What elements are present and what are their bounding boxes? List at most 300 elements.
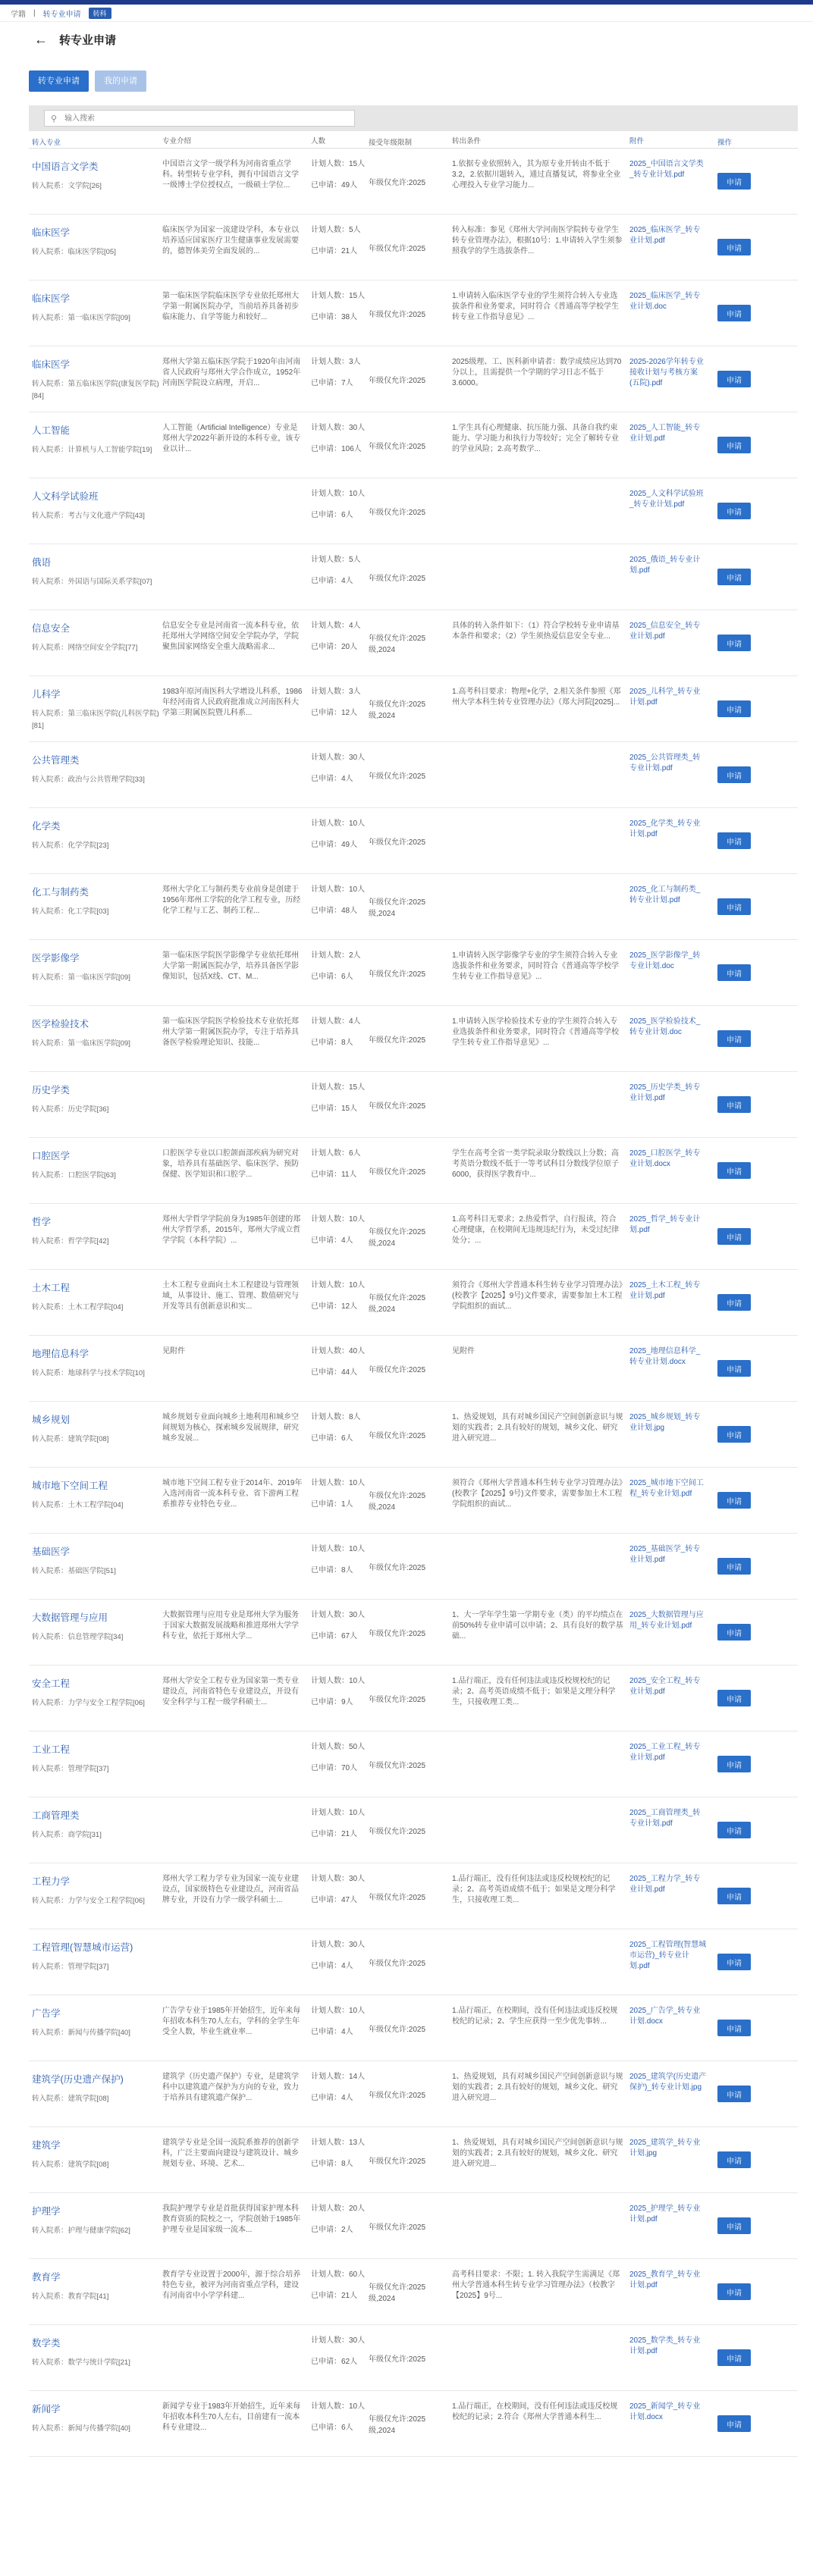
apply-button[interactable]: 申请 xyxy=(717,2020,751,2036)
attachment-cell xyxy=(629,215,713,280)
majors-table xyxy=(29,136,798,2457)
target-college: 转入院系：力学与安全工程学院[06] xyxy=(32,1699,145,1707)
apply-button[interactable]: 申请 xyxy=(717,1690,751,1706)
attachment-link[interactable]: 2025_信息安全_转专业计划.pdf xyxy=(629,622,701,641)
apply-button[interactable]: 申请 xyxy=(717,1426,751,1443)
target-college: 转入院系：建筑学院[08] xyxy=(32,2095,109,2103)
target-college: 转入院系：基础医学院[51] xyxy=(32,1567,116,1575)
attachment-link[interactable]: 2025_工业工程_转专业计划.pdf xyxy=(629,1743,701,1762)
table-row xyxy=(29,2193,798,2259)
back-arrow-icon[interactable]: ← xyxy=(34,31,48,47)
action-cell xyxy=(713,1797,798,1863)
apply-button[interactable]: 申请 xyxy=(717,1294,751,1311)
planned-quota: 计划人数：30人 xyxy=(311,424,366,432)
table-row xyxy=(29,1863,798,1929)
apply-button[interactable]: 申请 xyxy=(717,1228,751,1245)
apply-button[interactable]: 申请 xyxy=(717,437,751,453)
grade-limit: 年级仅允许:2025级,2024 xyxy=(369,1492,426,1512)
target-college: 转入院系：哲学学院[42] xyxy=(32,1237,109,1246)
major-intro: 城乡规划专业面向城乡土地利用和城乡空间规划为核心，探索城乡发展规律，研究城乡发展... xyxy=(162,1413,299,1443)
major-intro: 大数据管理与应用专业是郑州大学为服务于国家大数据发展战略和推进郑州大学学科专业，依托于郑州大学... xyxy=(162,1611,299,1641)
major-intro: 信息安全专业是河南省一流本科专业，依托郑州大学网络空间安全学院办学，学院聚焦国家网络安全重大战略需求... xyxy=(162,622,299,651)
target-college: 转入院系：管理学院[37] xyxy=(32,1963,109,1971)
grade-limit: 年级仅允许:2025 xyxy=(369,310,426,319)
major-cell xyxy=(29,2127,162,2192)
attachment-cell xyxy=(629,874,713,939)
apply-button[interactable]: 申请 xyxy=(717,2283,751,2300)
search-box[interactable] xyxy=(44,110,355,127)
planned-quota: 计划人数：60人 xyxy=(311,2270,366,2279)
apply-button[interactable]: 申请 xyxy=(717,2415,751,2432)
major-cell xyxy=(29,1468,162,1533)
attachment-cell xyxy=(629,1534,713,1599)
target-college: 转入院系：口腔医学院[63] xyxy=(32,1171,116,1180)
major-name-link[interactable]: 大数据管理与应用 xyxy=(32,1612,108,1623)
apply-button[interactable]: 申请 xyxy=(717,173,751,190)
attachment-link[interactable]: 2025_工程管理(智慧城市运营)_转专业计划.pdf xyxy=(629,1941,707,1970)
attachment-link[interactable]: 2025_工商管理类_转专业计划.pdf xyxy=(629,1809,701,1828)
transfer-conditions: 须符合《郑州大学普通本科生转专业学习管理办法》(校教字【2025】9号)文件要求，需要参加土木工程学院组织的面试... xyxy=(452,1479,623,1509)
major-name-link[interactable]: 地理信息科学 xyxy=(32,1349,89,1359)
attachment-link[interactable]: 2025_儿科学_转专业计划.pdf xyxy=(629,688,701,707)
transfer-conditions: 见附件 xyxy=(452,1347,475,1355)
attachment-link[interactable]: 2025_新闻学_转专业计划.docx xyxy=(629,2402,701,2421)
target-college: 转入院系：新闻与传播学院[40] xyxy=(32,2424,130,2433)
apply-button[interactable]: 申请 xyxy=(717,700,751,717)
major-cell xyxy=(29,478,162,544)
tab-my-applications[interactable]: 我的申请 xyxy=(95,71,146,92)
transfer-conditions: 1、热爱规划，具有对城乡国民产空间创新意识与规划的实践者；2.具有较好的规划，城乡文化、研究进入研究进... xyxy=(452,2073,623,2102)
action-cell xyxy=(713,2127,798,2192)
apply-button[interactable]: 申请 xyxy=(717,569,751,585)
major-intro xyxy=(162,1731,311,1797)
attachment-cell xyxy=(629,610,713,675)
action-cell xyxy=(713,940,798,1005)
major-name-link[interactable]: 土木工程 xyxy=(32,1283,71,1293)
apply-button[interactable]: 申请 xyxy=(717,1558,751,1575)
applied-count: 已申请：12人 xyxy=(311,1302,358,1311)
action-cell xyxy=(713,478,798,544)
planned-quota: 计划人数：3人 xyxy=(311,688,361,696)
table-row xyxy=(29,1336,798,1402)
major-name-link[interactable]: 医学检验技术 xyxy=(32,1019,89,1029)
major-name-link[interactable]: 新闻学 xyxy=(32,2404,61,2415)
attachment-link[interactable]: 2025_临床医学_转专业计划.doc xyxy=(629,292,701,311)
attachment-link[interactable]: 2025_数学类_转专业计划.pdf xyxy=(629,2336,701,2355)
applied-count: 已申请：4人 xyxy=(311,1962,353,1970)
major-cell xyxy=(29,1204,162,1269)
major-name-link[interactable]: 教育学 xyxy=(32,2272,61,2283)
action-cell xyxy=(713,2061,798,2126)
tab-transfer-apply[interactable]: 转专业申请 xyxy=(29,71,89,92)
transfer-conditions: 2025级理、工、医科新申请者：数学成绩应达到70分以上，且需提供一个学期的学习日志不低于3.6000。 xyxy=(452,358,622,387)
major-name-link[interactable]: 临床医学 xyxy=(32,227,71,238)
target-college: 转入院系：数学与统计学院[21] xyxy=(32,2358,130,2367)
quota-cell xyxy=(311,1534,369,1599)
major-name-link[interactable]: 工业工程 xyxy=(32,1744,71,1755)
applied-count: 已申请：38人 xyxy=(311,313,358,321)
table-row xyxy=(29,1204,798,1270)
apply-button[interactable]: 申请 xyxy=(717,1822,751,1838)
apply-button[interactable]: 申请 xyxy=(717,1360,751,1377)
transfer-conditions xyxy=(452,742,629,807)
table-row xyxy=(29,1072,798,1138)
major-name-link[interactable]: 哲学 xyxy=(32,1217,52,1227)
breadcrumb-sep: | xyxy=(33,8,36,17)
attachment-cell xyxy=(629,808,713,873)
grade-limit: 年级仅允许:2025 xyxy=(369,2223,426,2232)
apply-button[interactable]: 申请 xyxy=(717,1162,751,1179)
major-name-link[interactable]: 工商管理类 xyxy=(32,1810,80,1821)
action-cell xyxy=(713,2391,798,2456)
col-header-quota: 人数 xyxy=(311,137,326,146)
quota-cell xyxy=(311,1863,369,1929)
applied-count: 已申请：4人 xyxy=(311,577,353,585)
action-cell xyxy=(713,346,798,412)
attachment-link[interactable]: 2025_中国语言文学类_转专业计划.pdf xyxy=(629,160,704,179)
target-college: 转入院系：土木工程学院[04] xyxy=(32,1303,124,1312)
apply-button[interactable]: 申请 xyxy=(717,766,751,783)
applied-count: 已申请：70人 xyxy=(311,1764,358,1772)
col-header-major: 转入专业 xyxy=(32,139,61,147)
target-college: 转入院系：临床医学院[05] xyxy=(32,248,116,256)
major-intro: 土木工程专业面向土木工程建设与管理领域，从事设计、施工、管理、数值研究与开发等具有创新意识和实... xyxy=(162,1281,299,1311)
apply-button[interactable]: 申请 xyxy=(717,2151,751,2168)
table-row xyxy=(29,2391,798,2457)
apply-button[interactable]: 申请 xyxy=(717,2217,751,2234)
major-name-link[interactable]: 临床医学 xyxy=(32,359,71,370)
attachment-link[interactable]: 2025_俄语_转专业计划.pdf xyxy=(629,556,701,575)
planned-quota: 计划人数：10人 xyxy=(311,490,366,498)
tab-bar xyxy=(0,57,813,93)
quota-cell xyxy=(311,412,369,478)
search-input[interactable] xyxy=(63,114,324,124)
attachment-cell xyxy=(629,1402,713,1467)
apply-button[interactable]: 申请 xyxy=(717,1492,751,1509)
attachment-link[interactable]: 2025_建筑学_转专业计划.jpg xyxy=(629,2139,701,2158)
major-intro: 中国语言文学一级学科为河南省重点学科。转型转专业学科，拥有中国语言文学一级博士学位授权点，一级硕士学位... xyxy=(162,160,299,190)
action-cell xyxy=(713,1336,798,1401)
major-intro: 我院护理学专业是首批获得国家护理本科教育资质的院校之一，学院创始于1985年护理专业是国家级一流本... xyxy=(162,2205,301,2234)
col-header-condition: 转出条件 xyxy=(452,137,482,146)
quota-cell xyxy=(311,1006,369,1071)
major-name-link[interactable]: 历史学类 xyxy=(32,1085,71,1095)
applied-count: 已申请：8人 xyxy=(311,1039,353,1047)
grade-limit: 年级仅允许:2025 xyxy=(369,2157,426,2166)
apply-button[interactable]: 申请 xyxy=(717,1624,751,1641)
planned-quota: 计划人数：15人 xyxy=(311,1083,366,1092)
quota-cell xyxy=(311,1468,369,1533)
quota-cell xyxy=(311,1600,369,1665)
quota-cell xyxy=(311,1072,369,1137)
apply-button[interactable]: 申请 xyxy=(717,1888,751,1904)
target-college: 转入院系：化工学院[03] xyxy=(32,907,109,916)
major-name-link[interactable]: 城乡规划 xyxy=(32,1415,71,1425)
attachment-link[interactable]: 2025_土木工程_转专业计划.pdf xyxy=(629,1281,701,1300)
major-name-link[interactable]: 人文科学试验班 xyxy=(32,491,99,502)
quota-cell xyxy=(311,2391,369,2456)
quota-cell xyxy=(311,544,369,610)
apply-button[interactable]: 申请 xyxy=(717,371,751,387)
col-header-action: 操作 xyxy=(717,139,733,147)
major-name-link[interactable]: 安全工程 xyxy=(32,1678,71,1689)
page-header xyxy=(0,22,813,57)
major-name-link[interactable]: 医学影像学 xyxy=(32,953,80,964)
table-row xyxy=(29,940,798,1006)
attachment-link[interactable]: 2025_城市地下空间工程_转专业计划.pdf xyxy=(629,1479,704,1498)
action-cell xyxy=(713,808,798,873)
attachment-link[interactable]: 2025_临床医学_转专业计划.pdf xyxy=(629,226,701,245)
target-college: 转入院系：计算机与人工智能学院[19] xyxy=(32,446,152,454)
major-name-link[interactable]: 广告学 xyxy=(32,2008,61,2019)
major-name-link[interactable]: 化工与制药类 xyxy=(32,887,89,898)
major-name-link[interactable]: 工程力学 xyxy=(32,1876,71,1887)
major-name-link[interactable]: 建筑学(历史遗产保护) xyxy=(32,2074,124,2085)
major-name-link[interactable]: 数学类 xyxy=(32,2338,61,2349)
attachment-link[interactable]: 2025_教育学_转专业计划.pdf xyxy=(629,2270,701,2289)
breadcrumb-parent[interactable]: 转专业申请 xyxy=(42,10,81,19)
apply-button[interactable]: 申请 xyxy=(717,239,751,255)
attachment-link[interactable]: 2025_大数据管理与应用_转专业计划.pdf xyxy=(629,1611,704,1630)
grade-limit: 年级仅允许:2025 xyxy=(369,376,426,385)
major-cell xyxy=(29,742,162,807)
applied-count: 已申请：6人 xyxy=(311,2424,353,2432)
major-name-link[interactable]: 建筑学 xyxy=(32,2140,61,2151)
transfer-conditions: 须符合《郑州大学普通本科生转专业学习管理办法》(校教字【2025】9号)文件要求，需要参加土木工程学院组织的面试... xyxy=(452,1281,623,1311)
transfer-conditions xyxy=(452,1534,629,1599)
quota-cell xyxy=(311,2127,369,2192)
apply-button[interactable]: 申请 xyxy=(717,503,751,519)
major-name-link[interactable]: 护理学 xyxy=(32,2206,61,2217)
applied-count: 已申请：44人 xyxy=(311,1368,358,1377)
table-row xyxy=(29,874,798,940)
apply-button[interactable]: 申请 xyxy=(717,1756,751,1772)
quota-cell xyxy=(311,1138,369,1203)
attachment-link[interactable]: 2025_医学影像学_转专业计划.doc xyxy=(629,951,701,970)
major-name-link[interactable]: 俄语 xyxy=(32,557,52,568)
action-cell xyxy=(713,215,798,280)
table-row xyxy=(29,610,798,676)
attachment-link[interactable]: 2025_人文科学试验班_转专业计划.pdf xyxy=(629,490,704,509)
table-row xyxy=(29,280,798,346)
planned-quota: 计划人数：15人 xyxy=(311,160,366,168)
applied-count: 已申请：12人 xyxy=(311,709,358,717)
attachment-link[interactable]: 2025_城乡规划_转专业计划.jpg xyxy=(629,1413,701,1432)
grade-limit: 年级仅允许:2025 xyxy=(369,1167,426,1177)
major-cell xyxy=(29,2193,162,2258)
quota-cell xyxy=(311,874,369,939)
major-name-link[interactable]: 中国语言文学类 xyxy=(32,161,99,172)
transfer-conditions: 1.申请转入医学检验技术专业的学生须符合转入专业选拔条件和业务要求，同时符合《普通高等学校学生转专业工作指导意见》... xyxy=(452,1017,619,1047)
planned-quota: 计划人数：2人 xyxy=(311,951,361,960)
planned-quota: 计划人数：3人 xyxy=(311,358,361,366)
apply-button[interactable]: 申请 xyxy=(717,1096,751,1113)
transfer-conditions xyxy=(452,478,629,544)
major-cell xyxy=(29,1072,162,1137)
major-name-link[interactable]: 信息安全 xyxy=(32,623,71,634)
grade-limit: 年级仅允许:2025 xyxy=(369,838,426,847)
target-college: 转入院系：教育学院[41] xyxy=(32,2292,109,2301)
major-intro: 见附件 xyxy=(162,1347,185,1355)
apply-button[interactable]: 申请 xyxy=(717,2349,751,2366)
target-college: 转入院系：管理学院[37] xyxy=(32,1765,109,1773)
grade-limit: 年级仅允许:2025 xyxy=(369,2025,426,2034)
quota-cell xyxy=(311,1666,369,1731)
applied-count: 已申请：49人 xyxy=(311,181,358,190)
table-body xyxy=(29,149,798,2457)
attachment-cell xyxy=(629,1863,713,1929)
major-name-link[interactable]: 儿科学 xyxy=(32,689,61,700)
table-row xyxy=(29,1270,798,1336)
target-college: 转入院系：第三临床医学院(儿科医学院)[81] xyxy=(32,710,159,730)
action-cell xyxy=(713,149,798,214)
apply-button[interactable]: 申请 xyxy=(717,898,751,915)
major-name-link[interactable]: 口腔医学 xyxy=(32,1151,71,1161)
attachment-link[interactable]: 2025-2026学年转专业接收计划与考核方案(五院).pdf xyxy=(629,358,704,387)
major-intro xyxy=(162,1929,311,1995)
transfer-conditions: 1、热爱规划，具有对城乡国民产空间创新意识与规划的实践者；2.具有较好的规划，城乡文化、研究进入研究进... xyxy=(452,1413,623,1443)
major-cell xyxy=(29,940,162,1005)
apply-button[interactable]: 申请 xyxy=(717,2086,751,2102)
major-intro: 人工智能（Artificial Intelligence）专业是郑州大学2022年新开设的本科专业，该专业以计... xyxy=(162,424,301,453)
major-intro: 郑州大学第五临床医学院于1920年由河南省人民政府与郑州大学合作成立，1952年河南医学院设立病理，开启... xyxy=(162,358,301,387)
attachment-link[interactable]: 2025_人工智能_转专业计划.pdf xyxy=(629,424,701,443)
attachment-link[interactable]: 2025_广告学_转专业计划.docx xyxy=(629,2007,701,2026)
table-row xyxy=(29,1468,798,1534)
major-intro: 建筑学专业是全国一流院系推荐的创新学科，广泛主要面向建设与建筑设计、城乡规划专业、环境、艺术... xyxy=(162,2139,299,2168)
planned-quota: 计划人数：14人 xyxy=(311,2073,366,2081)
attachment-link[interactable]: 2025_基础医学_转专业计划.pdf xyxy=(629,1545,701,1564)
major-intro xyxy=(162,1797,311,1863)
transfer-conditions: 1.品行端正，在校期间，没有任何违法或违反校规校纪的记录；2.符合《郑州大学普通本科生... xyxy=(452,2402,618,2421)
grade-limit: 年级仅允许:2025 xyxy=(369,970,426,979)
apply-button[interactable]: 申请 xyxy=(717,1954,751,1970)
major-cell xyxy=(29,676,162,741)
action-cell xyxy=(713,1006,798,1071)
major-cell xyxy=(29,149,162,214)
major-name-link[interactable]: 临床医学 xyxy=(32,293,71,304)
apply-button[interactable]: 申请 xyxy=(717,1030,751,1047)
table-row xyxy=(29,412,798,478)
apply-button[interactable]: 申请 xyxy=(717,635,751,651)
action-cell xyxy=(713,2193,798,2258)
major-name-link[interactable]: 工程管理(智慧城市运营) xyxy=(32,1942,133,1953)
major-name-link[interactable]: 公共管理类 xyxy=(32,755,80,766)
planned-quota: 计划人数：30人 xyxy=(311,1941,366,1949)
table-header xyxy=(29,136,798,149)
target-college: 转入院系：第一临床医学院[09] xyxy=(32,973,130,982)
attachment-link[interactable]: 2025_建筑学(历史遗产保护)_转专业计划.jpg xyxy=(629,2073,707,2092)
major-intro: 临床医学为国家一流建设学科，本专业以培养适应国家医疗卫生健康事业发展需要的，德智体美劳全面发展的... xyxy=(162,226,299,255)
major-cell xyxy=(29,1402,162,1467)
attachment-link[interactable]: 2025_化学类_转专业计划.pdf xyxy=(629,819,701,838)
table-row xyxy=(29,1006,798,1072)
transfer-conditions: 高考科目要求：不限；1. 转入我院学生需满足《郑州大学普通本科生转专业学习管理办法》（校教字【2025】9号... xyxy=(452,2270,620,2300)
target-college: 转入院系：外国语与国际关系学院[07] xyxy=(32,578,152,586)
grade-limit: 年级仅允许:2025级,2024 xyxy=(369,1294,426,1314)
applied-count: 已申请：2人 xyxy=(311,2226,353,2234)
breadcrumb-home[interactable]: 学籍 xyxy=(11,10,26,19)
transfer-conditions: 1.申请转入医学影像学专业的学生须符合转入专业选拔条件和业务要求，同时符合《普通高等学校学生转专业工作指导意见》... xyxy=(452,951,619,981)
major-name-link[interactable]: 人工智能 xyxy=(32,425,71,436)
attachment-cell xyxy=(629,412,713,478)
transfer-conditions xyxy=(452,1072,629,1137)
major-cell xyxy=(29,874,162,939)
major-cell xyxy=(29,215,162,280)
applied-count: 已申请：49人 xyxy=(311,841,358,849)
attachment-cell xyxy=(629,1006,713,1071)
transfer-conditions: 1.高考科目要求：物理+化学，2.相关条件参照《郑州大学本科生转专业管理办法》（郑大河院[2025]... xyxy=(452,688,621,707)
apply-button[interactable]: 申请 xyxy=(717,305,751,321)
grade-limit: 年级仅允许:2025 xyxy=(369,1695,426,1704)
major-cell xyxy=(29,2259,162,2324)
target-college: 转入院系：第一临床医学院[09] xyxy=(32,1039,130,1048)
apply-button[interactable]: 申请 xyxy=(717,964,751,981)
major-intro: 广告学专业于1985年开始招生，近年来每年招收本科生70人左右，学科的全学生年受全人数，毕业生就业率... xyxy=(162,2007,301,2036)
table-row xyxy=(29,1797,798,1863)
attachment-link[interactable]: 2025_历史学类_转专业计划.pdf xyxy=(629,1083,701,1102)
search-bar xyxy=(29,105,798,131)
quota-cell xyxy=(311,1336,369,1401)
attachment-cell xyxy=(629,1797,713,1863)
apply-button[interactable]: 申请 xyxy=(717,832,751,849)
attachment-cell xyxy=(629,149,713,214)
target-college: 转入院系：第一临床医学院[09] xyxy=(32,314,130,322)
quota-cell xyxy=(311,940,369,1005)
action-cell xyxy=(713,874,798,939)
table-row xyxy=(29,1995,798,2061)
attachment-link[interactable]: 2025_化工与制药类_转专业计划.pdf xyxy=(629,885,701,904)
major-intro: 新闻学专业于1983年开始招生，近年来每年招收本科生70人左右，目前建有一流本科专业建设... xyxy=(162,2402,301,2432)
table-row xyxy=(29,1929,798,1995)
applied-count: 已申请：21人 xyxy=(311,2292,358,2300)
quota-cell xyxy=(311,676,369,741)
applied-count: 已申请：6人 xyxy=(311,973,353,981)
action-cell xyxy=(713,676,798,741)
attachment-link[interactable]: 2025_地理信息科学_转专业计划.docx xyxy=(629,1347,701,1366)
target-college: 转入院系：商学院[31] xyxy=(32,1831,102,1839)
table-row xyxy=(29,2325,798,2391)
attachment-link[interactable]: 2025_哲学_转专业计划.pdf xyxy=(629,1215,701,1234)
transfer-conditions: 1.学生具有心理健康、抗压能力强、具备自我约束能力、学习能力和执行力等较好；完全了解转专业的学业风险；2.高考数学... xyxy=(452,424,619,453)
target-college: 转入院系：新闻与传播学院[40] xyxy=(32,2029,130,2037)
attachment-link[interactable]: 2025_工程力学_转专业计划.pdf xyxy=(629,1875,701,1894)
attachment-link[interactable]: 2025_医学检验技术_转专业计划.doc xyxy=(629,1017,701,1036)
applied-count: 已申请：4人 xyxy=(311,2094,353,2102)
attachment-cell xyxy=(629,2325,713,2390)
page-title: 转专业申请 xyxy=(59,33,117,47)
transfer-conditions: 学生在高考全省一类学院录取分数线以上分数；高考英语分数线不低于一等考试科目分数线学位原子6000，获得医学教育中... xyxy=(452,1149,619,1179)
attachment-link[interactable]: 2025_安全工程_转专业计划.pdf xyxy=(629,1677,701,1696)
attachment-link[interactable]: 2025_公共管理类_转专业计划.pdf xyxy=(629,754,701,772)
attachment-cell xyxy=(629,1204,713,1269)
major-name-link[interactable]: 化学类 xyxy=(32,821,61,832)
attachment-link[interactable]: 2025_口腔医学_转专业计划.docx xyxy=(629,1149,701,1168)
col-header-intro: 专业介绍 xyxy=(162,137,192,146)
planned-quota: 计划人数：50人 xyxy=(311,1743,366,1751)
breadcrumb xyxy=(0,5,813,22)
major-name-link[interactable]: 基础医学 xyxy=(32,1547,71,1557)
grade-limit: 年级仅允许:2025 xyxy=(369,1365,426,1374)
attachment-cell xyxy=(629,2193,713,2258)
planned-quota: 计划人数：30人 xyxy=(311,1875,366,1883)
attachment-link[interactable]: 2025_护理学_转专业计划.pdf xyxy=(629,2205,701,2223)
major-name-link[interactable]: 城市地下空间工程 xyxy=(32,1481,108,1491)
action-cell xyxy=(713,1204,798,1269)
attachment-cell xyxy=(629,1929,713,1995)
attachment-cell xyxy=(629,2391,713,2456)
action-cell xyxy=(713,2259,798,2324)
